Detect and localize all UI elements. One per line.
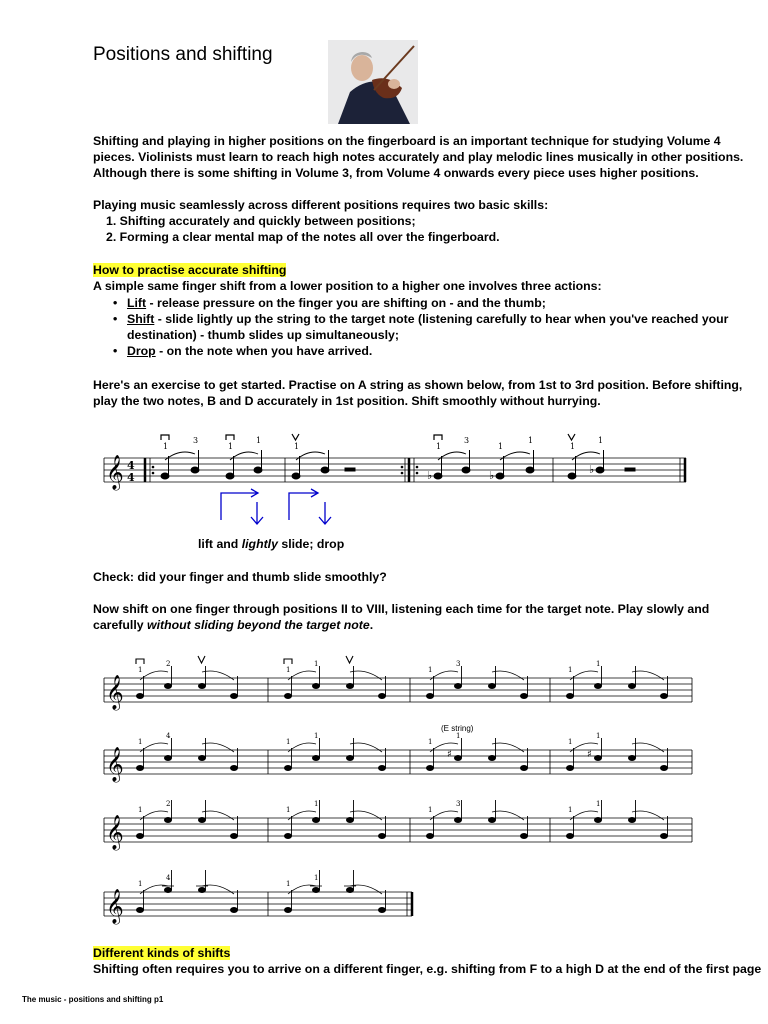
highlighted-heading: How to practise accurate shifting [93,263,287,277]
svg-text:1: 1 [256,436,262,445]
svg-text:3: 3 [464,436,470,445]
arrow-caption: lift and lightly slide; drop [198,537,345,551]
svg-text:3: 3 [456,800,461,808]
svg-text:1: 1 [498,442,504,451]
violinist-photo [328,40,418,124]
svg-text:♯: ♯ [447,749,452,760]
svg-text:2: 2 [166,800,171,808]
page-footer: The music - positions and shifting p1 [22,995,164,1004]
svg-text:1: 1 [596,732,601,740]
check-line: Check: did your finger and thumb slide smoothly? [93,570,387,584]
svg-text:1: 1 [163,442,169,451]
svg-text:1: 1 [314,874,319,882]
svg-text:2: 2 [166,660,171,668]
skills-list [106,213,500,245]
svg-text:1: 1 [596,660,601,668]
section-heading-kinds [93,945,230,961]
exercise-staff-1 [0,430,768,530]
page-title: Positions and shifting [93,44,273,65]
svg-text:1: 1 [436,442,442,451]
bow-marks [161,434,575,440]
svg-text:1: 1 [456,732,461,740]
svg-text:1: 1 [294,442,300,451]
action-item-lift: • Lift - release pressure on the finger you are shifting on - and the thumb; [113,296,546,310]
shift-paragraph: Now shift on one finger through positions II to VIII, listening each time for the target note. Play slowly and carefully without sliding beyond the target note. [93,602,710,632]
music-staff-row [104,800,692,851]
svg-text:1: 1 [568,666,573,674]
treble-clef: 𝄞 [106,815,124,850]
treble-clef: 𝄞 [106,675,124,710]
svg-text:♭: ♭ [489,469,495,482]
skills-intro: Playing music seamlessly across different positions requires two basic skills: [93,198,549,212]
svg-text:1: 1 [568,806,573,814]
svg-text:1: 1 [286,880,291,888]
svg-text:1: 1 [138,666,143,674]
exercise-paragraph: Here's an exercise to get started. Practise on A string as shown below, from 1st to 3rd position. Before shifting, play the two notes, B and D accurately in 1st position. Shift smoothly without hurrying. [93,378,743,408]
skill-item: 2. Forming a clear mental map of the notes all over the fingerboard. [106,230,500,244]
action-item-shift: • Shift - slide lightly up the string to the target note (listening carefully to hear when you've reached your destination) - thumb slides up simultaneously; [113,312,729,342]
section-heading-shifting [93,262,286,278]
svg-text:1: 1 [568,738,573,746]
svg-text:♯: ♯ [587,749,592,760]
svg-text:1: 1 [428,738,433,746]
treble-clef: 𝄞 [106,747,124,782]
e-string-label: (E string) [441,724,474,733]
highlighted-heading: Different kinds of shifts [93,946,231,960]
time-signature: 4 [127,459,135,472]
svg-text:3: 3 [456,660,461,668]
section1-intro: A simple same finger shift from a lower position to a higher one involves three actions: [93,279,602,293]
music-staff-row [104,732,692,783]
svg-text:1: 1 [138,738,143,746]
treble-clef: 𝄞 [106,455,124,490]
svg-text:♭: ♭ [427,469,433,482]
svg-text:1: 1 [570,442,576,451]
svg-text:4: 4 [166,732,171,740]
svg-text:1: 1 [314,660,319,668]
music-staff-row [104,870,412,925]
svg-text:1: 1 [286,666,291,674]
svg-text:1: 1 [286,806,291,814]
actions-list [113,295,743,359]
svg-text:♭: ♭ [589,463,595,476]
skill-item: 1. Shifting accurately and quickly between positions; [106,214,416,228]
music-staff-row [104,656,692,711]
svg-text:1: 1 [138,806,143,814]
svg-text:1: 1 [596,800,601,808]
svg-text:1: 1 [428,806,433,814]
svg-text:1: 1 [286,738,291,746]
svg-text:1: 1 [314,732,319,740]
svg-text:1: 1 [228,442,234,451]
svg-text:4: 4 [127,471,135,484]
svg-text:4: 4 [166,874,171,882]
svg-text:1: 1 [428,666,433,674]
svg-text:3: 3 [193,436,199,445]
action-item-drop: • Drop - on the note when you have arrived. [113,344,373,358]
intro-paragraph: Shifting and playing in higher positions on the fingerboard is an important technique for studying Volume 4 pieces. Violinists must learn to reach high notes accurately and play melodic lines musically in other positions. Although there is some shifting in Volume 3, from Volume 4 onwards every piece uses higher positions. [93,134,744,180]
svg-text:1: 1 [314,800,319,808]
treble-clef: 𝄞 [106,889,124,924]
svg-text:1: 1 [528,436,534,445]
section2-paragraph: Shifting often requires you to arrive on a different finger, e.g. shifting from F to a high D at the end of the first page [93,962,762,976]
shifting-exercise-staves [0,650,768,945]
svg-text:1: 1 [138,880,143,888]
svg-text:1: 1 [598,436,604,445]
shift-arrows [221,489,331,524]
